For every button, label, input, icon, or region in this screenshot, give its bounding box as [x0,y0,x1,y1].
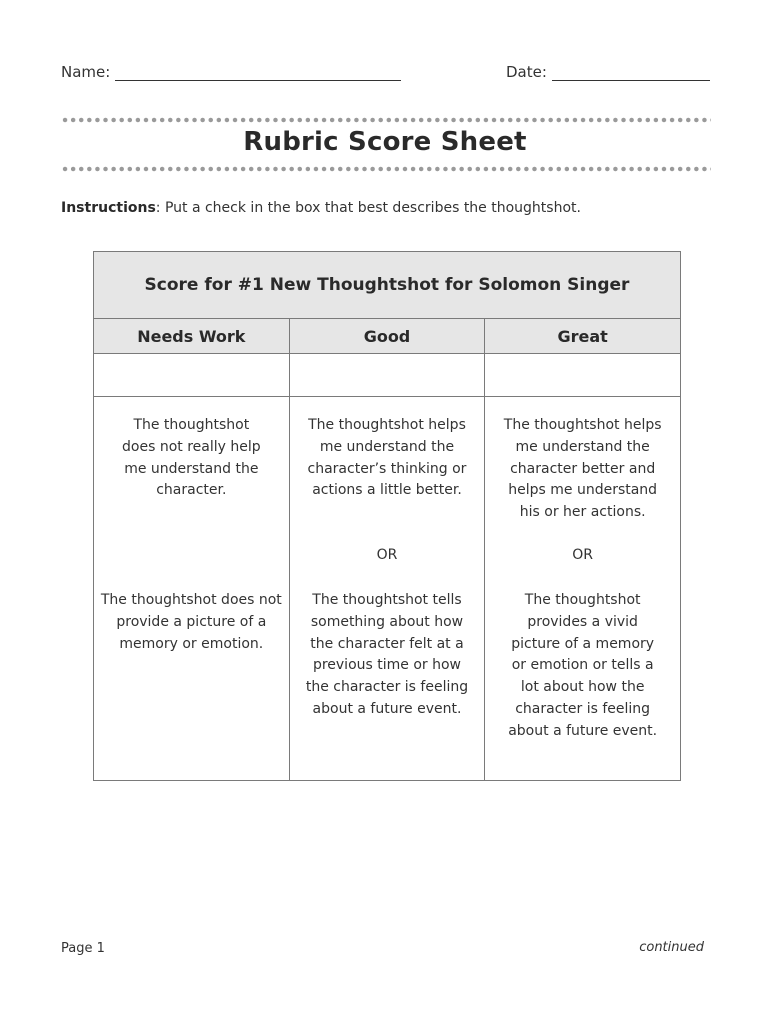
rubric-title: Score for #1 New Thoughtshot for Solomon Singer [94,252,681,319]
description-needs-work [94,397,290,781]
description-line: his or her actions. [519,504,646,521]
column-header-great: Great [485,319,681,354]
description-line: character better and [510,460,656,477]
description-line: provides a vivid [527,613,638,630]
description-good [289,397,485,781]
column-header-needs-work: Needs Work [94,319,290,354]
description-line: about a future event. [312,700,462,717]
description-alternative [294,590,481,721]
date-line[interactable] [552,66,710,81]
description-line: does not really help [122,438,261,455]
description-line: actions a little better. [312,482,462,499]
name-field[interactable] [61,63,401,81]
column-header-good: Good [289,319,485,354]
instructions-text: : Put a check in the box that best describes the thoughtshot. [155,200,581,216]
dotted-divider-top [61,117,711,123]
name-label: Name: [61,63,111,81]
description-line: about a future event. [508,722,658,739]
description-line: provide a picture of a [116,613,267,630]
description-line: character. [156,482,227,499]
description-alternative [489,590,676,743]
description-line: The thoughtshot helps [503,417,662,433]
description-line: The thoughtshot [524,592,641,608]
instructions-label: Instructions [61,200,156,216]
instructions [61,200,581,216]
description-line: the character is feeling [305,679,469,696]
or-separator: OR [376,547,398,563]
description-line: something about how [310,613,464,630]
description-line: lot about how the [520,679,645,696]
description-line: helps me understand [508,482,658,499]
description-line: The thoughtshot tells [312,592,462,608]
description-primary [294,415,481,502]
description-line: or emotion or tells a [511,657,654,674]
description-line: character’s thinking or [307,460,467,477]
description-line: the character felt at a [310,635,464,652]
description-line: picture of a memory [511,635,655,652]
rubric-table [93,251,681,781]
description-line: previous time or how [312,657,461,674]
name-line[interactable] [115,66,401,81]
or-separator: OR [572,547,594,563]
description-line: character is feeling [515,700,651,717]
date-label: Date: [506,63,547,81]
description-primary [98,415,285,502]
continued-label: continued [639,940,704,955]
description-line: me understand the [124,460,259,477]
description-line: me understand the [515,438,650,455]
page-number: Page 1 [61,941,105,956]
description-line: me understand the [319,438,455,455]
description-great [485,397,681,781]
description-primary [489,415,676,524]
description-line: The thoughtshot [133,417,250,433]
description-line: The thoughtshot does not [100,592,282,608]
dotted-divider-bottom [61,166,711,172]
checkbox-good[interactable] [289,354,485,397]
description-line: memory or emotion. [119,635,264,652]
checkbox-great[interactable] [485,354,681,397]
page-title: Rubric Score Sheet [243,127,527,157]
description-line: The thoughtshot helps [308,417,466,433]
date-field[interactable] [506,63,710,81]
checkbox-needs-work[interactable] [94,354,290,397]
description-alternative [98,590,285,655]
